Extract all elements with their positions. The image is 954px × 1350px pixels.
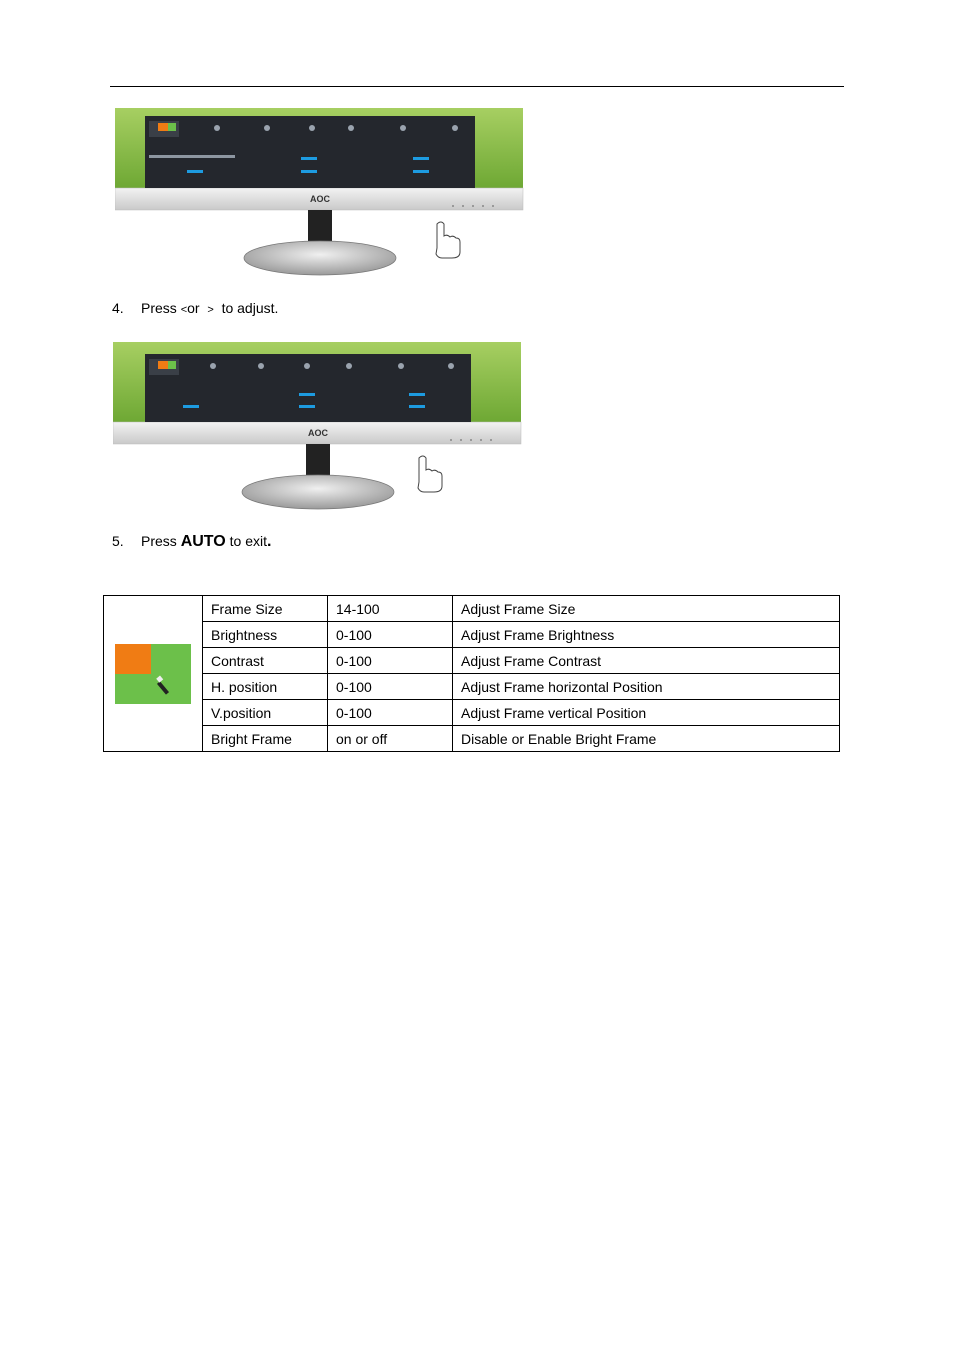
setting-name: Brightness [203, 622, 328, 648]
setting-name: Bright Frame [203, 726, 328, 752]
table-row [104, 700, 840, 726]
header-rule [110, 86, 844, 87]
table-row [104, 622, 840, 648]
setting-range: on or off [328, 726, 453, 752]
auto-key: AUTO [180, 533, 226, 550]
setting-description: Adjust Frame vertical Position [453, 700, 840, 726]
table-row [104, 648, 840, 674]
brand-logo: AOC [308, 428, 328, 438]
setting-range: 0-100 [328, 622, 453, 648]
brand-logo: AOC [310, 194, 330, 204]
bright-frame-icon-cell [104, 596, 203, 752]
step-4: 4. Press <or > to adjust. [112, 300, 279, 316]
monitor-osd-image-1 [115, 108, 525, 280]
step-5: 5. Press AUTO to exit. [112, 533, 272, 550]
setting-range: 0-100 [328, 700, 453, 726]
frame-settings-table [103, 595, 840, 752]
setting-name: Frame Size [203, 596, 328, 622]
monitor-osd-image-2 [113, 342, 523, 514]
setting-description: Adjust Frame horizontal Position [453, 674, 840, 700]
table-row [104, 726, 840, 752]
setting-name: Contrast [203, 648, 328, 674]
setting-description: Disable or Enable Bright Frame [453, 726, 840, 752]
setting-description: Adjust Frame Contrast [453, 648, 840, 674]
setting-name: H. position [203, 674, 328, 700]
step-number: 4. [112, 300, 124, 316]
setting-description: Adjust Frame Brightness [453, 622, 840, 648]
table-row [104, 674, 840, 700]
right-key: > [207, 304, 214, 316]
setting-range: 0-100 [328, 674, 453, 700]
setting-description: Adjust Frame Size [453, 596, 840, 622]
bright-frame-icon [115, 644, 191, 704]
setting-range: 0-100 [328, 648, 453, 674]
setting-range: 14-100 [328, 596, 453, 622]
step-number: 5. [112, 533, 124, 549]
table-row [104, 596, 840, 622]
left-key: < [180, 304, 188, 316]
setting-name: V.position [203, 700, 328, 726]
